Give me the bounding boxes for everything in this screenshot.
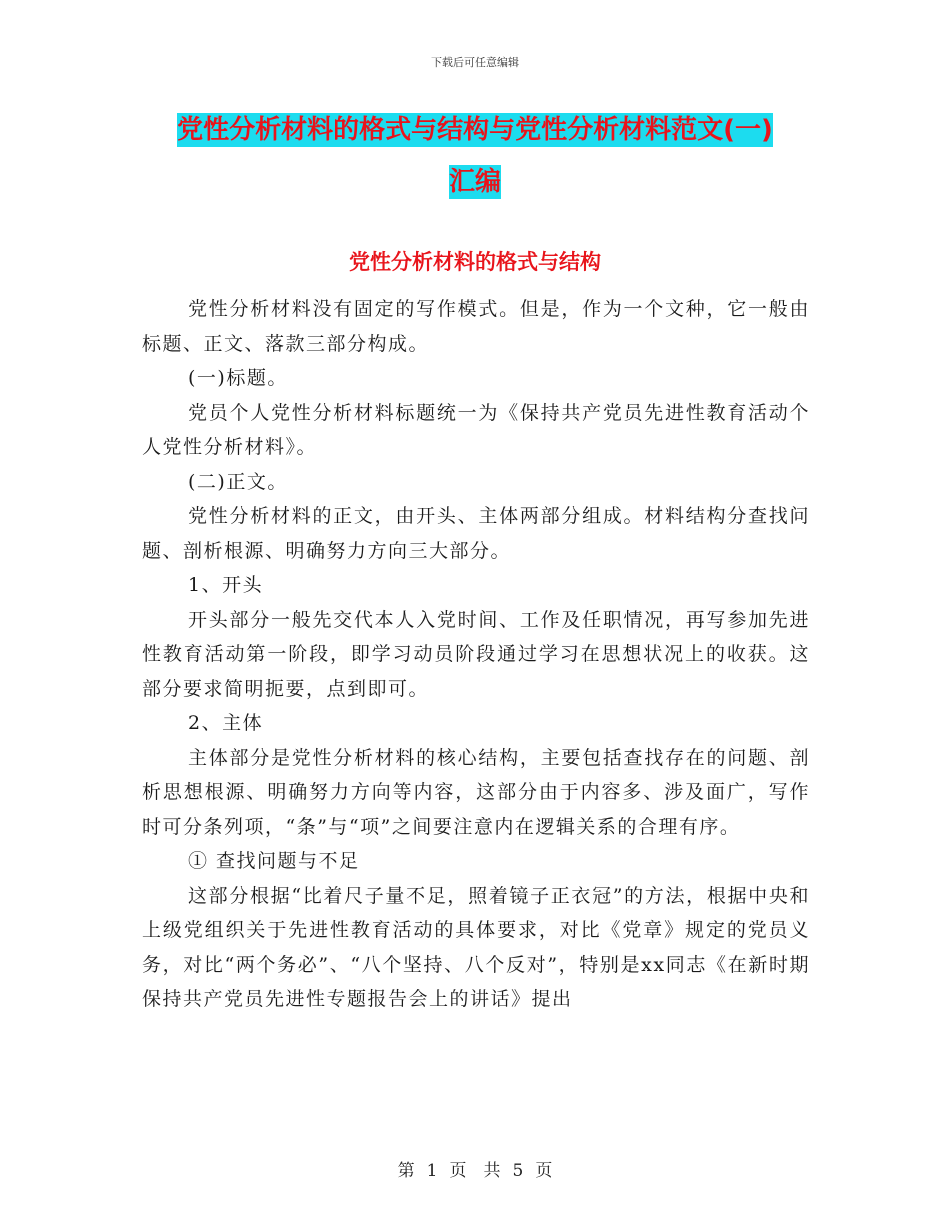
- paragraph: 党性分析材料没有固定的写作模式。但是，作为一个文种，它一般由标题、正文、落款三部分构成。: [142, 298, 810, 355]
- title-line-1: 党性分析材料的格式与结构与党性分析材料范文(一): [177, 115, 773, 145]
- paragraph: 1、开头: [188, 574, 264, 596]
- paragraph: 主体部分是党性分析材料的核心结构，主要包括查找存在的问题、剖析思想根源、明确努力方向等内容，这部分由于内容多、涉及面广，写作时可分条列项，“条”与“项”之间要注意内在逻辑关系的合理有序。: [142, 746, 810, 838]
- paragraph: 2、主体: [188, 712, 264, 734]
- header-note: 下载后可任意编辑: [431, 56, 519, 69]
- body-text: [142, 292, 810, 1017]
- title-line-2: 汇编: [448, 167, 501, 197]
- paragraph: ① 查找问题与不足: [188, 850, 360, 872]
- paragraph: 党员个人党性分析材料标题统一为《保持共产党员先进性教育活动个人党性分析材料》。: [142, 401, 810, 458]
- page-footer: [0, 1156, 950, 1181]
- paragraph: 这部分根据“比着尺子量不足，照着镜子正衣冠”的方法，根据中央和上级党组织关于先进性教育活动的具体要求，对比《党章》规定的党员义务，对比“两个务必”、“八个坚持、八个反对”，特别是xx同志《在新时期保持共产党员先进性专题报告会上的讲话》提出: [142, 884, 810, 1010]
- paragraph: 党性分析材料的正文，由开头、主体两部分组成。材料结构分查找问题、剖析根源、明确努力方向三大部分。: [142, 505, 810, 562]
- document-title: [0, 104, 950, 208]
- paragraph: (二)正文。: [188, 470, 288, 493]
- paragraph: (一)标题。: [188, 367, 288, 389]
- footer-current-page: 1: [426, 1161, 438, 1181]
- footer-label-of: 页 共: [449, 1161, 501, 1181]
- paragraph: 开头部分一般先交代本人入党时间、工作及任职情况，再写参加先进性教育活动第一阶段，即学习动员阶段通过学习在思想状况上的收获。这部分要求简明扼要，点到即可。: [142, 608, 810, 700]
- footer-label-end: 页: [535, 1161, 553, 1181]
- section-heading: 党性分析材料的格式与结构: [349, 250, 601, 274]
- footer-total-pages: 5: [512, 1161, 524, 1181]
- footer-label-page: 第: [397, 1161, 415, 1181]
